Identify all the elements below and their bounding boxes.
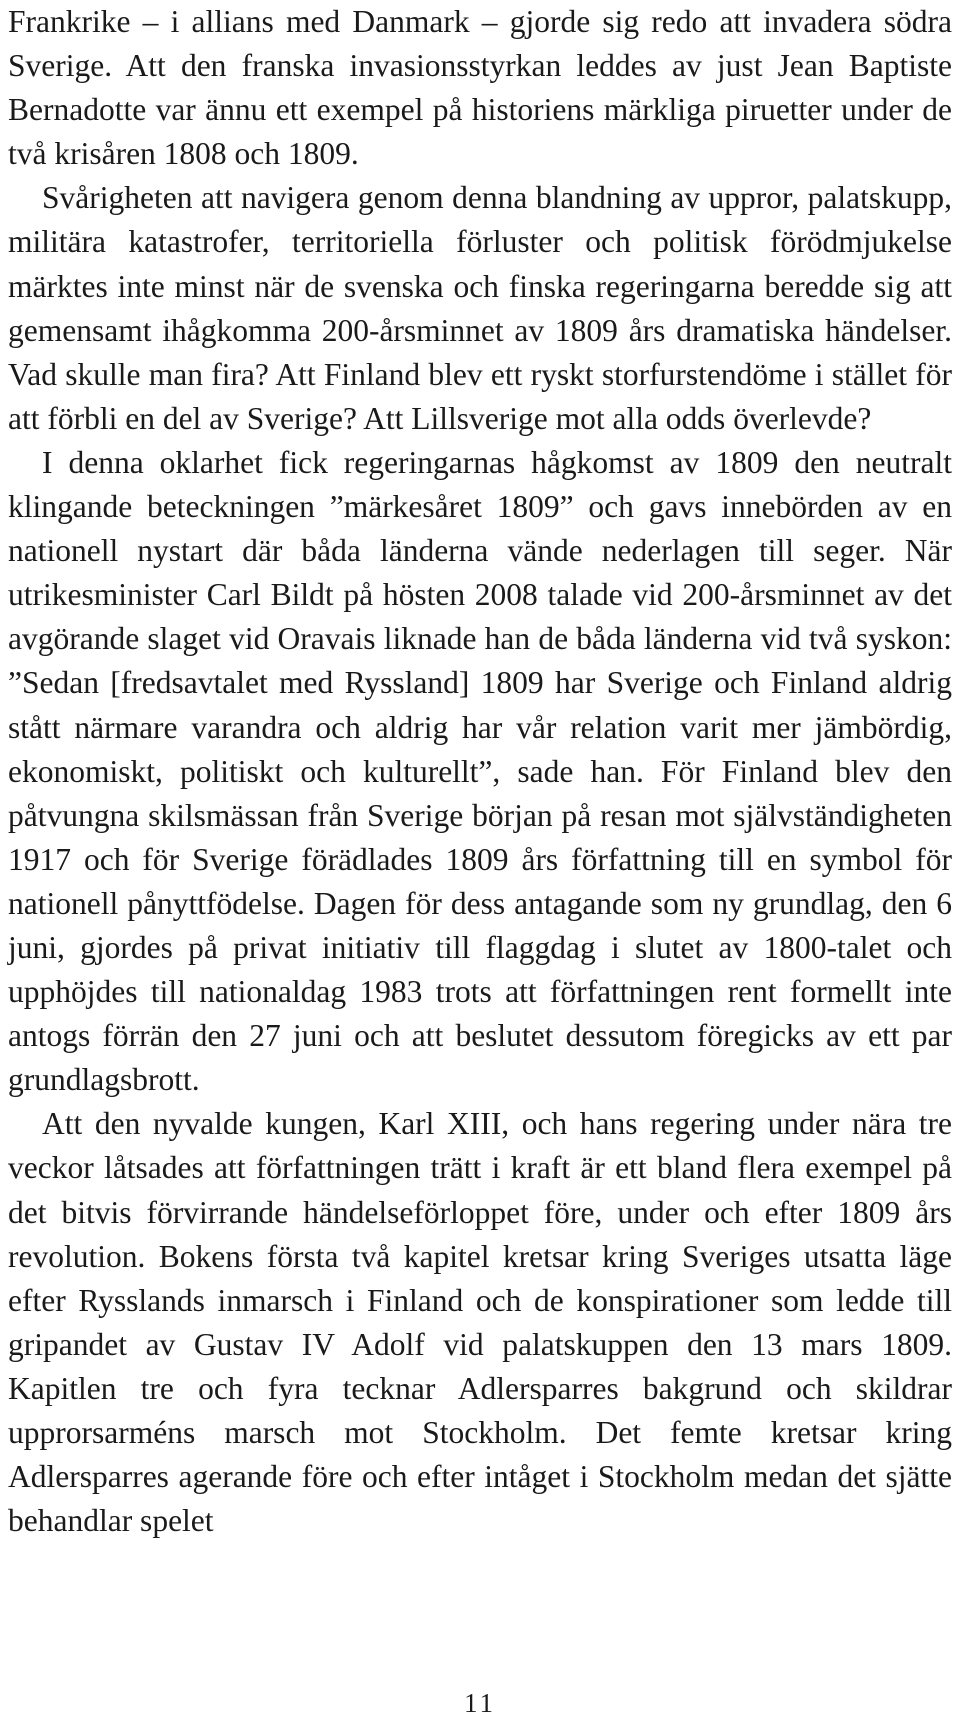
paragraph-3: I denna oklarhet fick regeringarnas hågkomst av 1809 den neutralt klingande beteckningen ”märkesåret 1809” och gavs innebörden av en nationell nystart där båda länderna vände nederlagen till seger. När utrikesminister Carl Bildt på hösten 2008 talade vid 200-årsminnet av det avgörande slaget vid Oravais liknade han de båda länderna vid två syskon: ”Sedan [fredsavtalet med Ryssland] 1809 har Sverige och Finland aldrig stått närmare varandra och aldrig har vår relation varit mer jämbördig, ekonomiskt, politiskt och kulturellt”, sade han. För Finland blev den påtvungna skilsmässan från Sverige början på resan mot självständigheten 1917 och för Sverige förädlades 1809 års författning till en symbol för nationell pånyttfödelse. Dagen för dess antagande som ny grundlag, den 6 juni, gjordes på privat initiativ till flaggdag i slutet av 1800-talet och upphöjdes till nationaldag 1983 trots att författningen rent formellt inte antogs förrän den 27 juni och att beslutet dessutom föregicks av ett par grundlagsbrott. xyxy=(8,444,952,1098)
paragraph-1: Frankrike – i allians med Danmark – gjorde sig redo att invadera södra Sverige. Att den franska invasionsstyrkan leddes av just Jean Baptiste Bernadotte var ännu ett exempel på historiens märkliga piruetter under de två krisåren 1808 och 1809. xyxy=(8,4,952,172)
paragraph-2: Svårigheten att navigera genom denna blandning av uppror, palatskupp, militära katastrofer, territoriella förluster och politisk förödmjukelse märktes inte minst när de svenska och finska regeringarna beredde sig att gemensamt ihågkomma 200-årsminnet av 1809 års dramatiska händelser. Vad skulle man fira? Att Finland blev ett ryskt storfurstendöme i stället för att förbli en del av Sverige? Att Lillsverige mot alla odds överlevde? xyxy=(8,180,952,436)
book-page xyxy=(8,0,952,1543)
page-number: 11 xyxy=(464,1688,496,1718)
paragraph-4: Att den nyvalde kungen, Karl XIII, och hans regering under nära tre veckor låtsades att författningen trätt i kraft är ett bland flera exempel på det bitvis förvirrande händelseförloppet före, under och efter 1809 års revolution. Bokens första två kapitel kretsar kring Sveriges utsatta läge efter Rysslands inmarsch i Finland och de konspirationer som ledde till gripandet av Gustav IV Adolf vid palatskuppen den 13 mars 1809. Kapitlen tre och fyra tecknar Adlersparres bakgrund och skildrar upprorsarméns marsch mot Stockholm. Det femte kretsar kring Adlersparres agerande före och efter intåget i Stockholm medan det sjätte behandlar spelet xyxy=(8,1106,952,1539)
body-text xyxy=(8,0,952,1543)
